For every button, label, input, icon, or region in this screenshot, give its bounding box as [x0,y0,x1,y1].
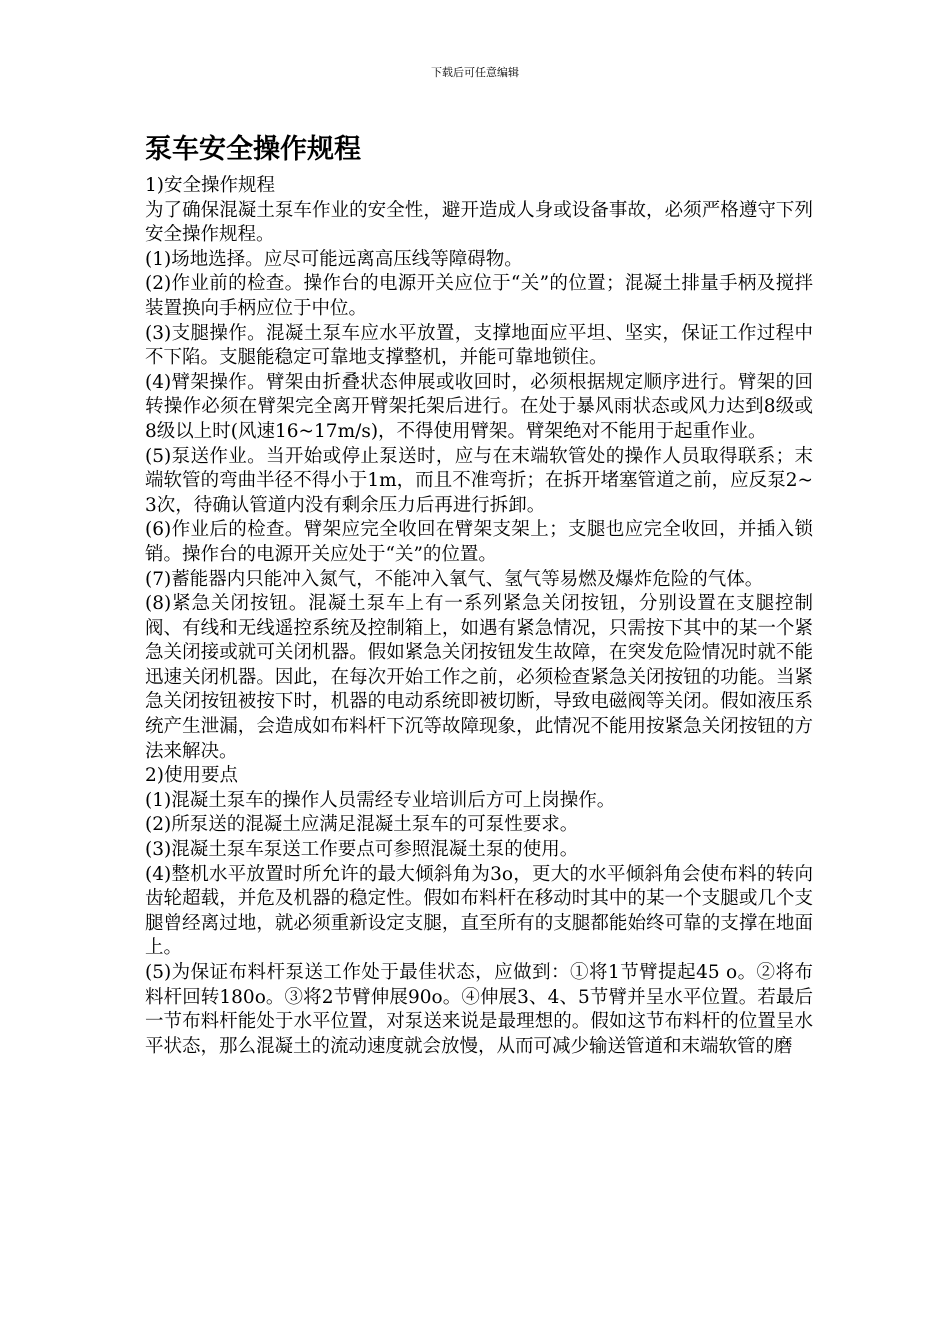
rule-item-3: (3)支腿操作。混凝土泵车应水平放置，支撑地面应平坦、坚实，保证工作过程中不下陷。支腿能稳定可靠地支撑整机，并能可靠地锁住。 [145,322,813,369]
rule-item-8: (8)紧急关闭按钮。混凝土泵车上有一系列紧急关闭按钮，分别设置在支腿控制阀、有线和无线遥控系统及控制箱上，如遇有紧急情况，只需按下其中的某一个紧急关闭接或就可关闭机器。假如紧急关闭按钮发生故障，在突发危险情况时就不能迅速关闭机器。因此，在每次开始工作之前，必须检查紧急关闭按钮的功能。当紧急关闭按钮被按下时，机器的电动系统即被切断，导致电磁阀等关闭。假如液压系统产生泄漏，会造成如布料杆下沉等故障现象，此情况不能用按紧急关闭按钮的方法来解决。 [145,593,813,762]
intro-paragraph: 为了确保混凝土泵车作业的安全性，避开造成人身或设备事故，必须严格遵守下列安全操作规程。 [145,199,813,246]
rule-item-2: (2)作业前的检查。操作台的电源开关应位于“关”的位置；混凝土排量手柄及搅拌装置换向手柄应位于中位。 [145,273,813,319]
usage-item-5: (5)为保证布料杆泵送工作处于最佳状态，应做到：①将1节臂提起45 o。②将布料杆回转180o。③将2节臂伸展90o。④伸展3、4、5节臂并呈水平位置。若最后一节布料杆能处于水平位置，对泵送来说是最理想的。假如这节布料杆的位置呈水平状态，那么混凝土的流动速度就会放慢，从而可减少输送管道和末端软管的磨 [145,962,813,1057]
rule-item-7: (7)蓄能器内只能冲入氮气，不能冲入氧气、氢气等易燃及爆炸危险的气体。 [145,568,764,590]
usage-item-2: (2)所泵送的混凝土应满足混凝土泵车的可泵性要求。 [145,814,579,836]
document-body [145,174,813,1059]
document-title: 泵车安全操作规程 [145,134,361,165]
usage-item-1: (1)混凝土泵车的操作人员需经专业培训后方可上岗操作。 [145,789,616,811]
section-heading-1: 1)安全操作规程 [145,175,275,196]
rule-item-6: (6)作业后的检查。臂架应完全收回在臂架支架上；支腿也应完全收回，并插入锁销。操作台的电源开关应处于“关”的位置。 [145,519,813,565]
page-header-note: 下载后可任意编辑 [431,66,519,79]
rule-item-5: (5)泵送作业。当开始或停止泵送时，应与在末端软管处的操作人员取得联系；末端软管的弯曲半径不得小于1m，而且不准弯折；在拆开堵塞管道之前，应反泵2~3次，待确认管道内没有剩余压力后再进行拆卸。 [145,445,813,516]
rule-item-4: (4)臂架操作。臂架由折叠状态伸展或收回时，必须根据规定顺序进行。臂架的回转操作必须在臂架完全离开臂架托架后进行。在处于暴风雨状态或风力达到8级或8级以上时(风速16~17m/s)，不得使用臂架。臂架绝对不能用于起重作业。 [145,371,813,442]
usage-item-4: (4)整机水平放置时所允许的最大倾斜角为3o，更大的水平倾斜角会使布料的转向齿轮超载，并危及机器的稳定性。假如布料杆在移动时其中的某一个支腿或几个支腿曾经离过地，就必须重新设定支腿，直至所有的支腿都能始终可靠的支撑在地面上。 [145,863,813,959]
rule-item-1: (1)场地选择。应尽可能远离高压线等障碍物。 [145,248,523,270]
section-heading-2: 2)使用要点 [145,765,238,787]
usage-item-3: (3)混凝土泵车泵送工作要点可参照混凝土泵的使用。 [145,839,579,861]
